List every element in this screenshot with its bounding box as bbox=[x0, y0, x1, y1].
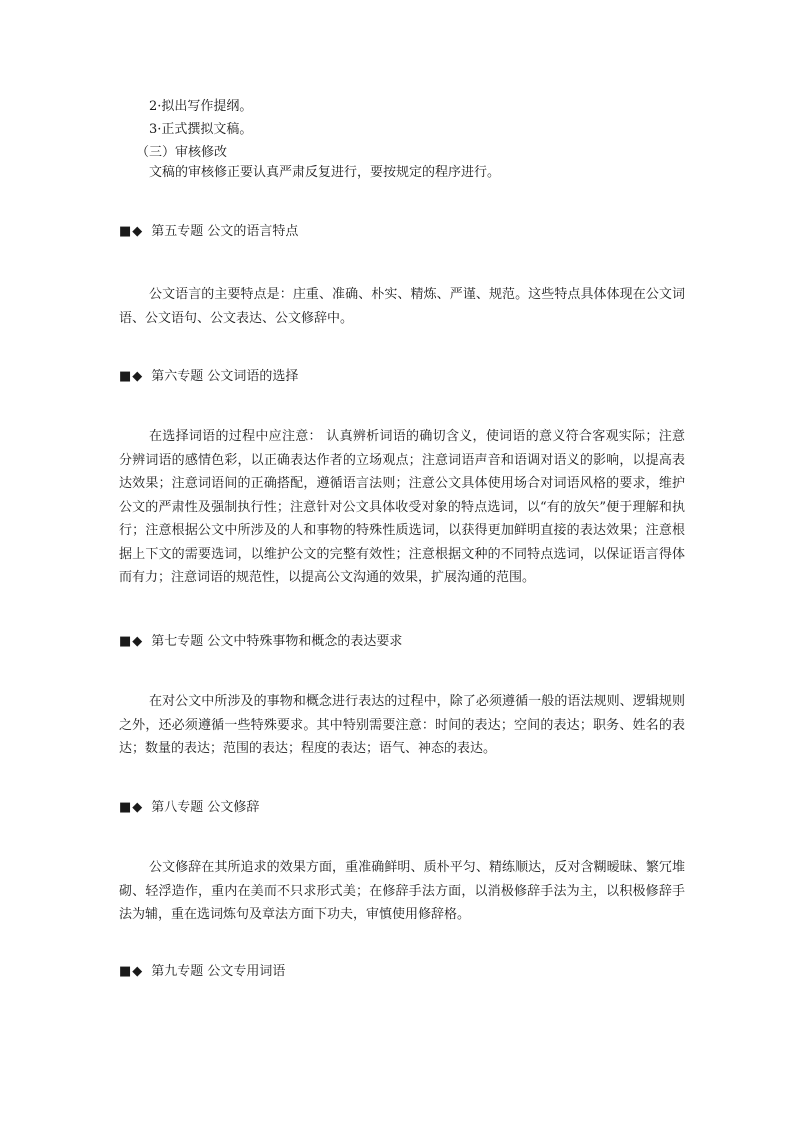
topic-title: 第九专题 公文专用词语 bbox=[151, 964, 286, 979]
topic-heading-9 bbox=[119, 962, 285, 982]
bullet-marker-icon: ■◆ bbox=[119, 964, 144, 979]
bullet-marker-icon: ■◆ bbox=[119, 634, 144, 649]
topic-heading-5 bbox=[119, 222, 298, 242]
topic-title: 第六专题 公文词语的选择 bbox=[151, 369, 299, 384]
topic-heading-6 bbox=[119, 367, 298, 387]
topic-body-8: 公文修辞在其所追求的效果方面，重准确鲜明、质朴平匀、精练顺达，反对含糊暧昧、繁冗堆砌、轻浮造作，重内在美而不只求形式美；在修辞手法方面，以消极修辞手法为主，以积极修辞手法为辅，重在选词炼句及章法方面下功夫，审慎使用修辞格。 bbox=[119, 860, 685, 922]
list-item-3: 3·正式撰拟文稿。 bbox=[149, 122, 253, 137]
topic-body-6: 在选择词语的过程中应注意： 认真辨析词语的确切含义，使词语的意义符合客观实际；注意分辨词语的感情色彩，以正确表达作者的立场观点；注意词语声音和语调对语义的影响，以提高表达效果；注意词语间的正确搭配，遵循语言法则；注意公文具体使用场合对词语风格的要求，维护公文的严肃性及强制执行性；注意针对公文具体收受对象的特点选词，以“有的放矢”便于理解和执行；注意根据公文中所涉及的人和事物的特殊性质选词，以获得更加鲜明直接的表达效果；注意根据上下文的需要选词，以维护公文的完整有效性；注意根据文种的不同特点选词，以保证语言得体而有力；注意词语的规范性，以提高公文沟通的效果，扩展沟通的范围。 bbox=[119, 429, 685, 585]
topic-body-5: 公文语言的主要特点是：庄重、准确、朴实、精炼、严谨、规范。这些特点具体体现在公文词语、公文语句、公文表达、公文修辞中。 bbox=[119, 287, 685, 326]
bullet-marker-icon: ■◆ bbox=[119, 800, 144, 815]
topic-heading-7 bbox=[119, 632, 402, 652]
list-item-2: 2·拟出写作提纲。 bbox=[149, 99, 253, 114]
topic-heading-8 bbox=[119, 798, 259, 818]
bullet-marker-icon: ■◆ bbox=[119, 369, 144, 384]
section-heading-3: （三）审核修改 bbox=[136, 145, 228, 160]
review-paragraph: 文稿的审核修正要认真严肃反复进行，要按规定的程序进行。 bbox=[149, 165, 501, 180]
topic-body-7: 在对公文中所涉及的事物和概念进行表达的过程中，除了必须遵循一般的语法规则、逻辑规则之外，还必须遵循一些特殊要求。其中特别需要注意：时间的表达；空间的表达；职务、姓名的表达；数量的表达；范围的表达；程度的表达；语气、神态的表达。 bbox=[119, 694, 685, 756]
topic-title: 第七专题 公文中特殊事物和概念的表达要求 bbox=[151, 634, 403, 649]
topic-title: 第八专题 公文修辞 bbox=[151, 800, 260, 815]
bullet-marker-icon: ■◆ bbox=[119, 224, 144, 239]
topic-title: 第五专题 公文的语言特点 bbox=[151, 224, 299, 239]
